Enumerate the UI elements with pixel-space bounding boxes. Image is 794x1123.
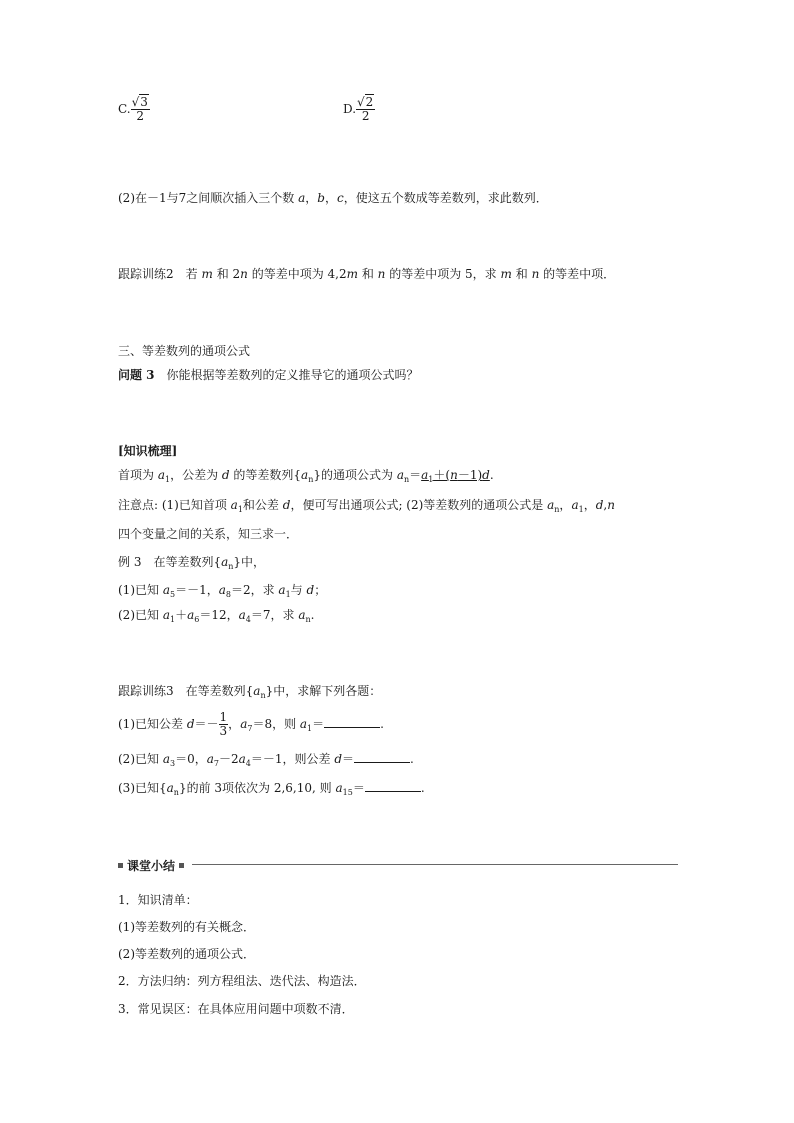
question-2: (2)在－1与7之间顺次插入三个数 a，b，c，使这五个数成等差数列，求此数列． <box>118 191 548 205</box>
question-3: 问题 3 你能根据等差数列的定义推导它的通项公式吗？ <box>118 368 419 382</box>
option-d-fraction: $\frac{√2}{2}$ <box>357 95 374 123</box>
knowledge-note: 注意点: (1)已知首项 $a_1$和公差 d，便可写出通项公式; (2)等差数列的通项公式是 $a_n$，$a_1$，d,n <box>118 498 615 514</box>
summary-heading: 课堂小结 <box>127 859 176 873</box>
tracking-exercise-2: 跟踪训练2 若 m 和 2n 的等差中项为 4,2m 和 n 的等差中项为 5，求 m 和 n 的等差中项． <box>118 267 616 281</box>
divider <box>192 864 678 865</box>
option-d: D. $\frac{√2}{2}$ <box>343 95 374 123</box>
bullet-square-icon <box>118 863 123 868</box>
question-3-label: 问题 3 <box>118 368 155 382</box>
option-c: C. $\frac{√3}{2}$ <box>118 95 148 123</box>
knowledge-formula-line: 首项为 $a_1$，公差为 d 的等差数列$\{a_n\}$的通项公式为 $a_n=a_1+(n-1)d$. <box>118 468 494 484</box>
bullet-square-icon <box>179 863 184 868</box>
example-3-part-1: (1)已知 $a_5=-1$，$a_8=2$，求 $a_1$与 d； <box>118 583 327 599</box>
option-c-fraction: $\frac{√3}{2}$ <box>131 95 148 123</box>
example-3-part-2: (2)已知 $a_1+a_6=12$，$a_4=7$，求 $a_n$. <box>118 608 315 624</box>
tracking-exercise-3-q3: (3)已知$\{a_n\}$的前 3项依次为 2,6,10, 则 $a_{15}=$ . <box>118 781 425 797</box>
fraction-one-third: $\frac{1}{3}$ <box>219 710 228 738</box>
summary-item: 2．方法归纳：列方程组法、迭代法、构造法． <box>118 974 366 988</box>
summary-item: (2)等差数列的通项公式． <box>118 947 255 961</box>
summary-item: 1．知识清单： <box>118 893 198 907</box>
answer-blank-1[interactable] <box>324 717 380 728</box>
section-heading: 三、等差数列的通项公式 <box>118 344 251 358</box>
summary-item: (1)等差数列的有关概念． <box>118 920 255 934</box>
answer-blank-3[interactable] <box>365 781 421 792</box>
general-term-formula: $a_1+(n-1)d$ <box>421 468 490 484</box>
summary-header-bar <box>118 857 678 873</box>
tracking-exercise-3-q2: (2)已知 $a_3=0$，$a_7-2a_4=-1$，则公差 d＝ . <box>118 752 414 768</box>
knowledge-heading: [知识梳理] <box>118 444 178 458</box>
example-3-title: 例 3 在等差数列$\{a_n\}$中， <box>118 555 266 571</box>
tracking-exercise-3-title: 跟踪训练3 在等差数列$\{a_n\}$中，求解下列各题： <box>118 684 382 700</box>
knowledge-note-continued: 四个变量之间的关系，知三求一． <box>118 527 299 541</box>
summary-item: 3．常见误区：在具体应用问题中项数不清． <box>118 1002 354 1016</box>
answer-blank-2[interactable] <box>354 752 410 763</box>
tracking-exercise-3-q1: (1)已知公差 d＝－ $\frac{1}{3}$ ，$a_7=8$，则 $a_1=$ . <box>118 710 384 738</box>
